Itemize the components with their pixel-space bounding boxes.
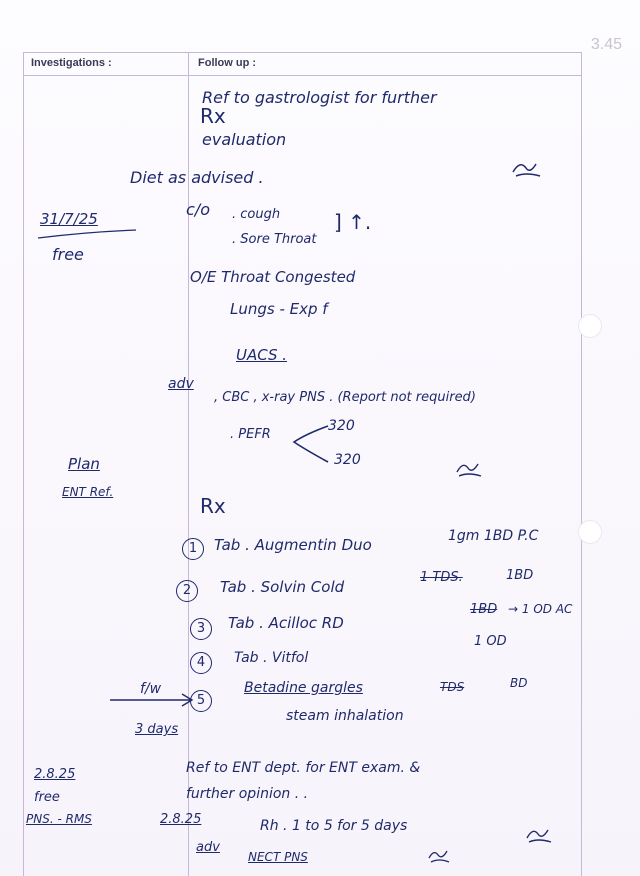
- pns-rms-note: PNS. - RMS: [26, 812, 92, 826]
- rx-symbol-1: Rx: [200, 104, 226, 128]
- exam-lungs: Lungs - Exp f: [230, 300, 328, 318]
- referral-ent-line2: further opinion . .: [186, 786, 309, 802]
- pefr-value-1: 320: [328, 418, 355, 434]
- referral-ent-line1: Ref to ENT dept. for ENT exam. &: [186, 760, 421, 776]
- investigations-header: Investigations :: [31, 57, 112, 69]
- pefr-bracket: [288, 420, 332, 468]
- pefr-label: . PEFR: [230, 427, 271, 442]
- free-note-1: free: [52, 245, 84, 264]
- med-5-number: 5: [190, 690, 212, 712]
- med-3-name: Tab . Acilloc RD: [228, 614, 344, 632]
- med-2-number: 2: [176, 580, 198, 602]
- fw-note: f/w: [140, 681, 162, 697]
- med-2-dose: 1BD: [506, 568, 534, 583]
- complaint-cough: . cough: [232, 207, 281, 222]
- signature-1: [510, 158, 544, 180]
- date1-underline: [36, 228, 140, 242]
- med-5-dose: BD: [510, 676, 528, 690]
- med-3-dose-struck: 1BD: [470, 602, 498, 617]
- corner-mark: 3.45: [590, 36, 622, 53]
- visit-date-3: 2.8.25: [160, 812, 202, 827]
- signature-4: [426, 846, 452, 866]
- rx-symbol-2: Rx: [200, 494, 226, 518]
- med-1-dose: 1gm 1BD P.C: [448, 528, 539, 544]
- complaint-bracket: ] ↑.: [334, 210, 372, 234]
- referral-gastro-line1: Ref to gastrologist for further: [202, 88, 437, 107]
- nect-pns-advice: NECT PNS: [248, 850, 308, 864]
- med-2-dose-struck: 1 TDS.: [420, 570, 463, 585]
- signature-3: [524, 824, 554, 846]
- investigation-advice: , CBC , x-ray PNS . (Report not required): [214, 390, 476, 405]
- med-4-number: 4: [190, 652, 212, 674]
- med-2-name: Tab . Solvin Cold: [220, 578, 345, 596]
- rh-instruction: Rh . 1 to 5 for 5 days: [260, 818, 408, 834]
- complaint-sore-throat: . Sore Throat: [232, 232, 317, 247]
- med-3-dose: → 1 OD AC: [508, 602, 573, 616]
- ent-ref-label: ENT Ref.: [62, 485, 114, 499]
- fw-arrow: [108, 690, 198, 710]
- pefr-value-2: 320: [334, 452, 361, 468]
- med-3-number: 3: [190, 618, 212, 640]
- med-4-name: Tab . Vitfol: [234, 650, 309, 666]
- complaint-label: c/o: [186, 200, 210, 219]
- diagnosis-uacs: UACS .: [236, 346, 288, 364]
- punch-hole-top: [578, 314, 602, 338]
- advice-label-2: adv: [196, 840, 220, 855]
- visit-date-2: 2.8.25: [34, 767, 76, 782]
- exam-throat: O/E Throat Congested: [190, 268, 356, 286]
- punch-hole-bottom: [578, 520, 602, 544]
- steam-inhalation: steam inhalation: [286, 708, 404, 724]
- referral-gastro-line2: evaluation: [202, 130, 287, 149]
- med-5-dose-struck: TDS: [440, 680, 465, 694]
- free-note-2: free: [34, 790, 60, 805]
- follow-up-header: Follow up :: [198, 57, 257, 69]
- visit-date-1: 31/7/25: [40, 210, 98, 228]
- three-days-note: 3 days: [135, 722, 179, 737]
- signature-2: [454, 458, 484, 480]
- diet-advice: Diet as advised .: [130, 168, 264, 187]
- header-divider: [23, 75, 581, 76]
- med-1-name: Tab . Augmentin Duo: [214, 536, 372, 554]
- med-4-dose: 1 OD: [474, 634, 507, 649]
- med-5-name: Betadine gargles: [244, 680, 363, 696]
- advice-label: adv: [168, 376, 194, 392]
- plan-label: Plan: [68, 455, 100, 473]
- med-1-number: 1: [182, 538, 204, 560]
